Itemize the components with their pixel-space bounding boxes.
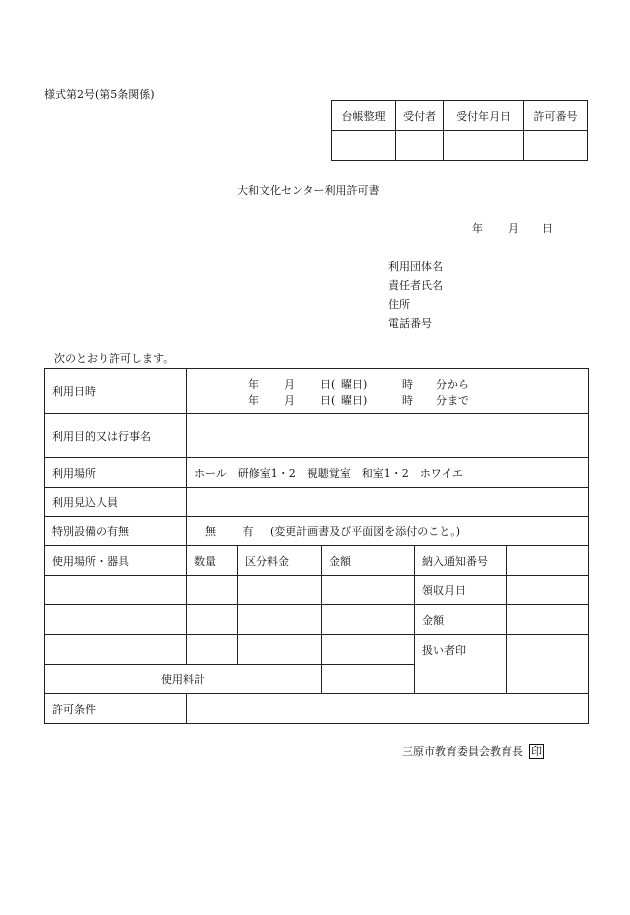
ledger-header-receiver: 受付者 (396, 101, 444, 131)
receipt-date-field[interactable] (507, 576, 589, 605)
start-dow: 曜日) (341, 378, 368, 391)
end-year: 年 (248, 394, 259, 407)
fee-row-1-place[interactable] (45, 576, 187, 605)
equipment-none-option[interactable]: 無 (205, 525, 216, 538)
end-month: 月 (284, 394, 295, 407)
fees-header-place-equipment: 使用場所・器具 (45, 546, 187, 576)
purpose-label: 利用目的又は行事名 (45, 414, 187, 458)
fees-header-quantity: 数量 (187, 546, 238, 576)
paid-amount-label: 金額 (415, 605, 507, 635)
end-minute: 分まで (436, 394, 469, 407)
fee-row-2-quantity[interactable] (187, 605, 238, 635)
ledger-header-ledger: 台帳整理 (332, 101, 396, 131)
seal-mark: 印 (531, 745, 542, 758)
receipt-date-label: 領収月日 (415, 576, 507, 605)
fee-row-3-place[interactable] (45, 635, 187, 665)
end-hour: 時 (402, 394, 413, 407)
ledger-header-permit-number: 許可番号 (523, 101, 587, 131)
place-label: 利用場所 (45, 458, 187, 488)
ledger-value-receiver[interactable] (396, 131, 444, 161)
fee-total-field[interactable] (322, 665, 415, 694)
fees-header-notice-number: 納入通知番号 (415, 546, 507, 576)
start-minute: 分から (436, 378, 469, 391)
equipment-yes-option[interactable]: 有 (242, 525, 254, 538)
end-day: 日( (320, 394, 336, 407)
issue-date-month: 月 (508, 222, 519, 235)
paid-amount-field[interactable] (507, 605, 589, 635)
usage-datetime-field[interactable] (187, 369, 589, 414)
ledger-table (331, 100, 588, 161)
fee-row-2-place[interactable] (45, 605, 187, 635)
start-hour: 時 (402, 378, 413, 391)
fee-row-1-amount[interactable] (322, 576, 415, 605)
purpose-field[interactable] (187, 414, 589, 458)
fee-total-label: 使用料計 (45, 665, 322, 694)
conditions-field[interactable] (187, 694, 589, 724)
start-day: 日( (320, 378, 336, 391)
equipment-note: (変更計画書及び平面図を添付のこと。) (270, 525, 461, 538)
intro-text: 次のとおり許可します。 (54, 352, 175, 365)
applicant-address-label: 住所 (388, 298, 410, 311)
ledger-value-received-date[interactable] (444, 131, 524, 161)
fee-row-2-amount[interactable] (322, 605, 415, 635)
ledger-value-ledger[interactable] (332, 131, 396, 161)
ledger-header-received-date: 受付年月日 (444, 101, 524, 131)
special-equipment-label: 特別設備の有無 (45, 517, 187, 546)
fee-row-3-quantity[interactable] (187, 635, 238, 665)
fee-row-3-amount[interactable] (322, 635, 415, 665)
issue-date-day: 日 (542, 222, 553, 235)
handler-seal-field[interactable] (507, 635, 589, 694)
special-equipment-field[interactable] (187, 517, 589, 546)
attendance-label: 利用見込人員 (45, 488, 187, 517)
conditions-label: 許可条件 (45, 694, 187, 724)
applicant-phone-label: 電話番号 (388, 317, 432, 330)
issue-date-year: 年 (472, 222, 483, 235)
form-number: 様式第2号(第5条関係) (44, 88, 155, 101)
fee-row-1-quantity[interactable] (187, 576, 238, 605)
applicant-responsible-name-label: 責任者氏名 (388, 279, 443, 292)
notice-number-field[interactable] (507, 546, 589, 576)
signature (402, 743, 544, 759)
handler-seal-label: 扱い者印 (415, 635, 507, 694)
fee-row-3-rate[interactable] (238, 635, 322, 665)
start-year: 年 (248, 378, 259, 391)
applicant-group-name-label: 利用団体名 (388, 260, 443, 273)
signature-authority: 三原市教育委員会教育長 (402, 745, 523, 758)
attendance-field[interactable] (187, 488, 589, 517)
start-month: 月 (284, 378, 295, 391)
end-dow: 曜日) (341, 394, 368, 407)
fees-header-rate: 区分料金 (238, 546, 322, 576)
fee-row-2-rate[interactable] (238, 605, 322, 635)
page-title: 大和文化センター利用許可書 (237, 184, 380, 197)
fees-header-amount: 金額 (322, 546, 415, 576)
place-options[interactable]: ホール 研修室1・2 視聴覚室 和室1・2 ホワイエ (187, 458, 589, 488)
usage-datetime-label: 利用日時 (45, 369, 187, 414)
permit-table (44, 368, 589, 724)
fee-row-1-rate[interactable] (238, 576, 322, 605)
ledger-value-permit-number[interactable] (523, 131, 587, 161)
